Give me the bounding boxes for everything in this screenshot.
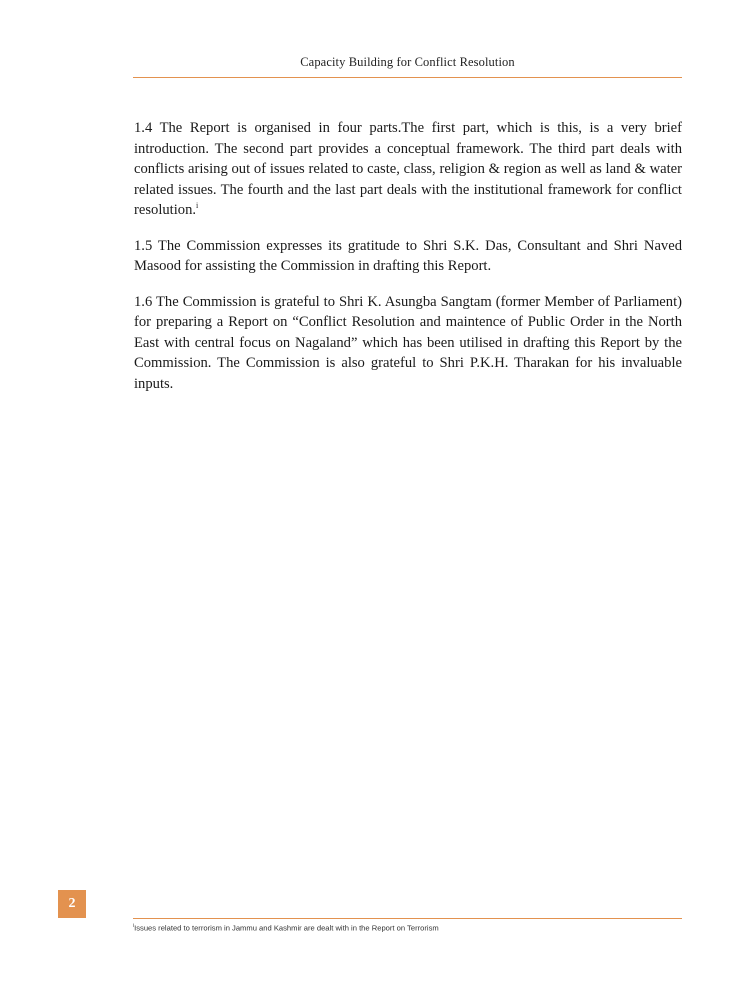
footnote-reference[interactable]: i xyxy=(196,201,199,211)
paragraph-1-4-text: 1.4 The Report is organised in four parts.The first part, which is this, is a very brief introduction. The second part provides a conceptual framework. The third part deals with conflicts arising out of issues related to caste, class, religion & region as well as land & water related issues. The fourth and the last part deals with the institutional framework for conflict resolution. xyxy=(134,120,682,218)
header-divider xyxy=(133,77,682,78)
paragraph-1-6 xyxy=(134,292,682,395)
paragraph-1-5 xyxy=(134,236,682,277)
paragraph-1-4 xyxy=(134,118,682,221)
footer-divider xyxy=(133,918,682,919)
footnote xyxy=(133,923,682,933)
footnote-text: Issues related to terrorism in Jammu and Kashmir are dealt with in the Report on Terrorism xyxy=(134,923,439,933)
running-header-title: Capacity Building for Conflict Resolution xyxy=(300,55,515,69)
page-number-badge: 2 xyxy=(58,890,86,918)
document-body xyxy=(134,118,682,409)
paragraph-1-5-text: 1.5 The Commission expresses its gratitude to Shri S.K. Das, Consultant and Shri Naved Masood for assisting the Commission in drafting this Report. xyxy=(134,237,682,274)
paragraph-1-6-text: 1.6 The Commission is grateful to Shri K. Asungba Sangtam (former Member of Parliament) for preparing a Report on “Conflict Resolution and maintence of Public Order in the North East with central focus on Nagaland” which has been utilised in drafting this Report by the Commission. The Commission is also grateful to Shri P.K.H. Tharakan for his invaluable inputs. xyxy=(134,293,682,392)
footnote-marker: i xyxy=(133,923,135,929)
